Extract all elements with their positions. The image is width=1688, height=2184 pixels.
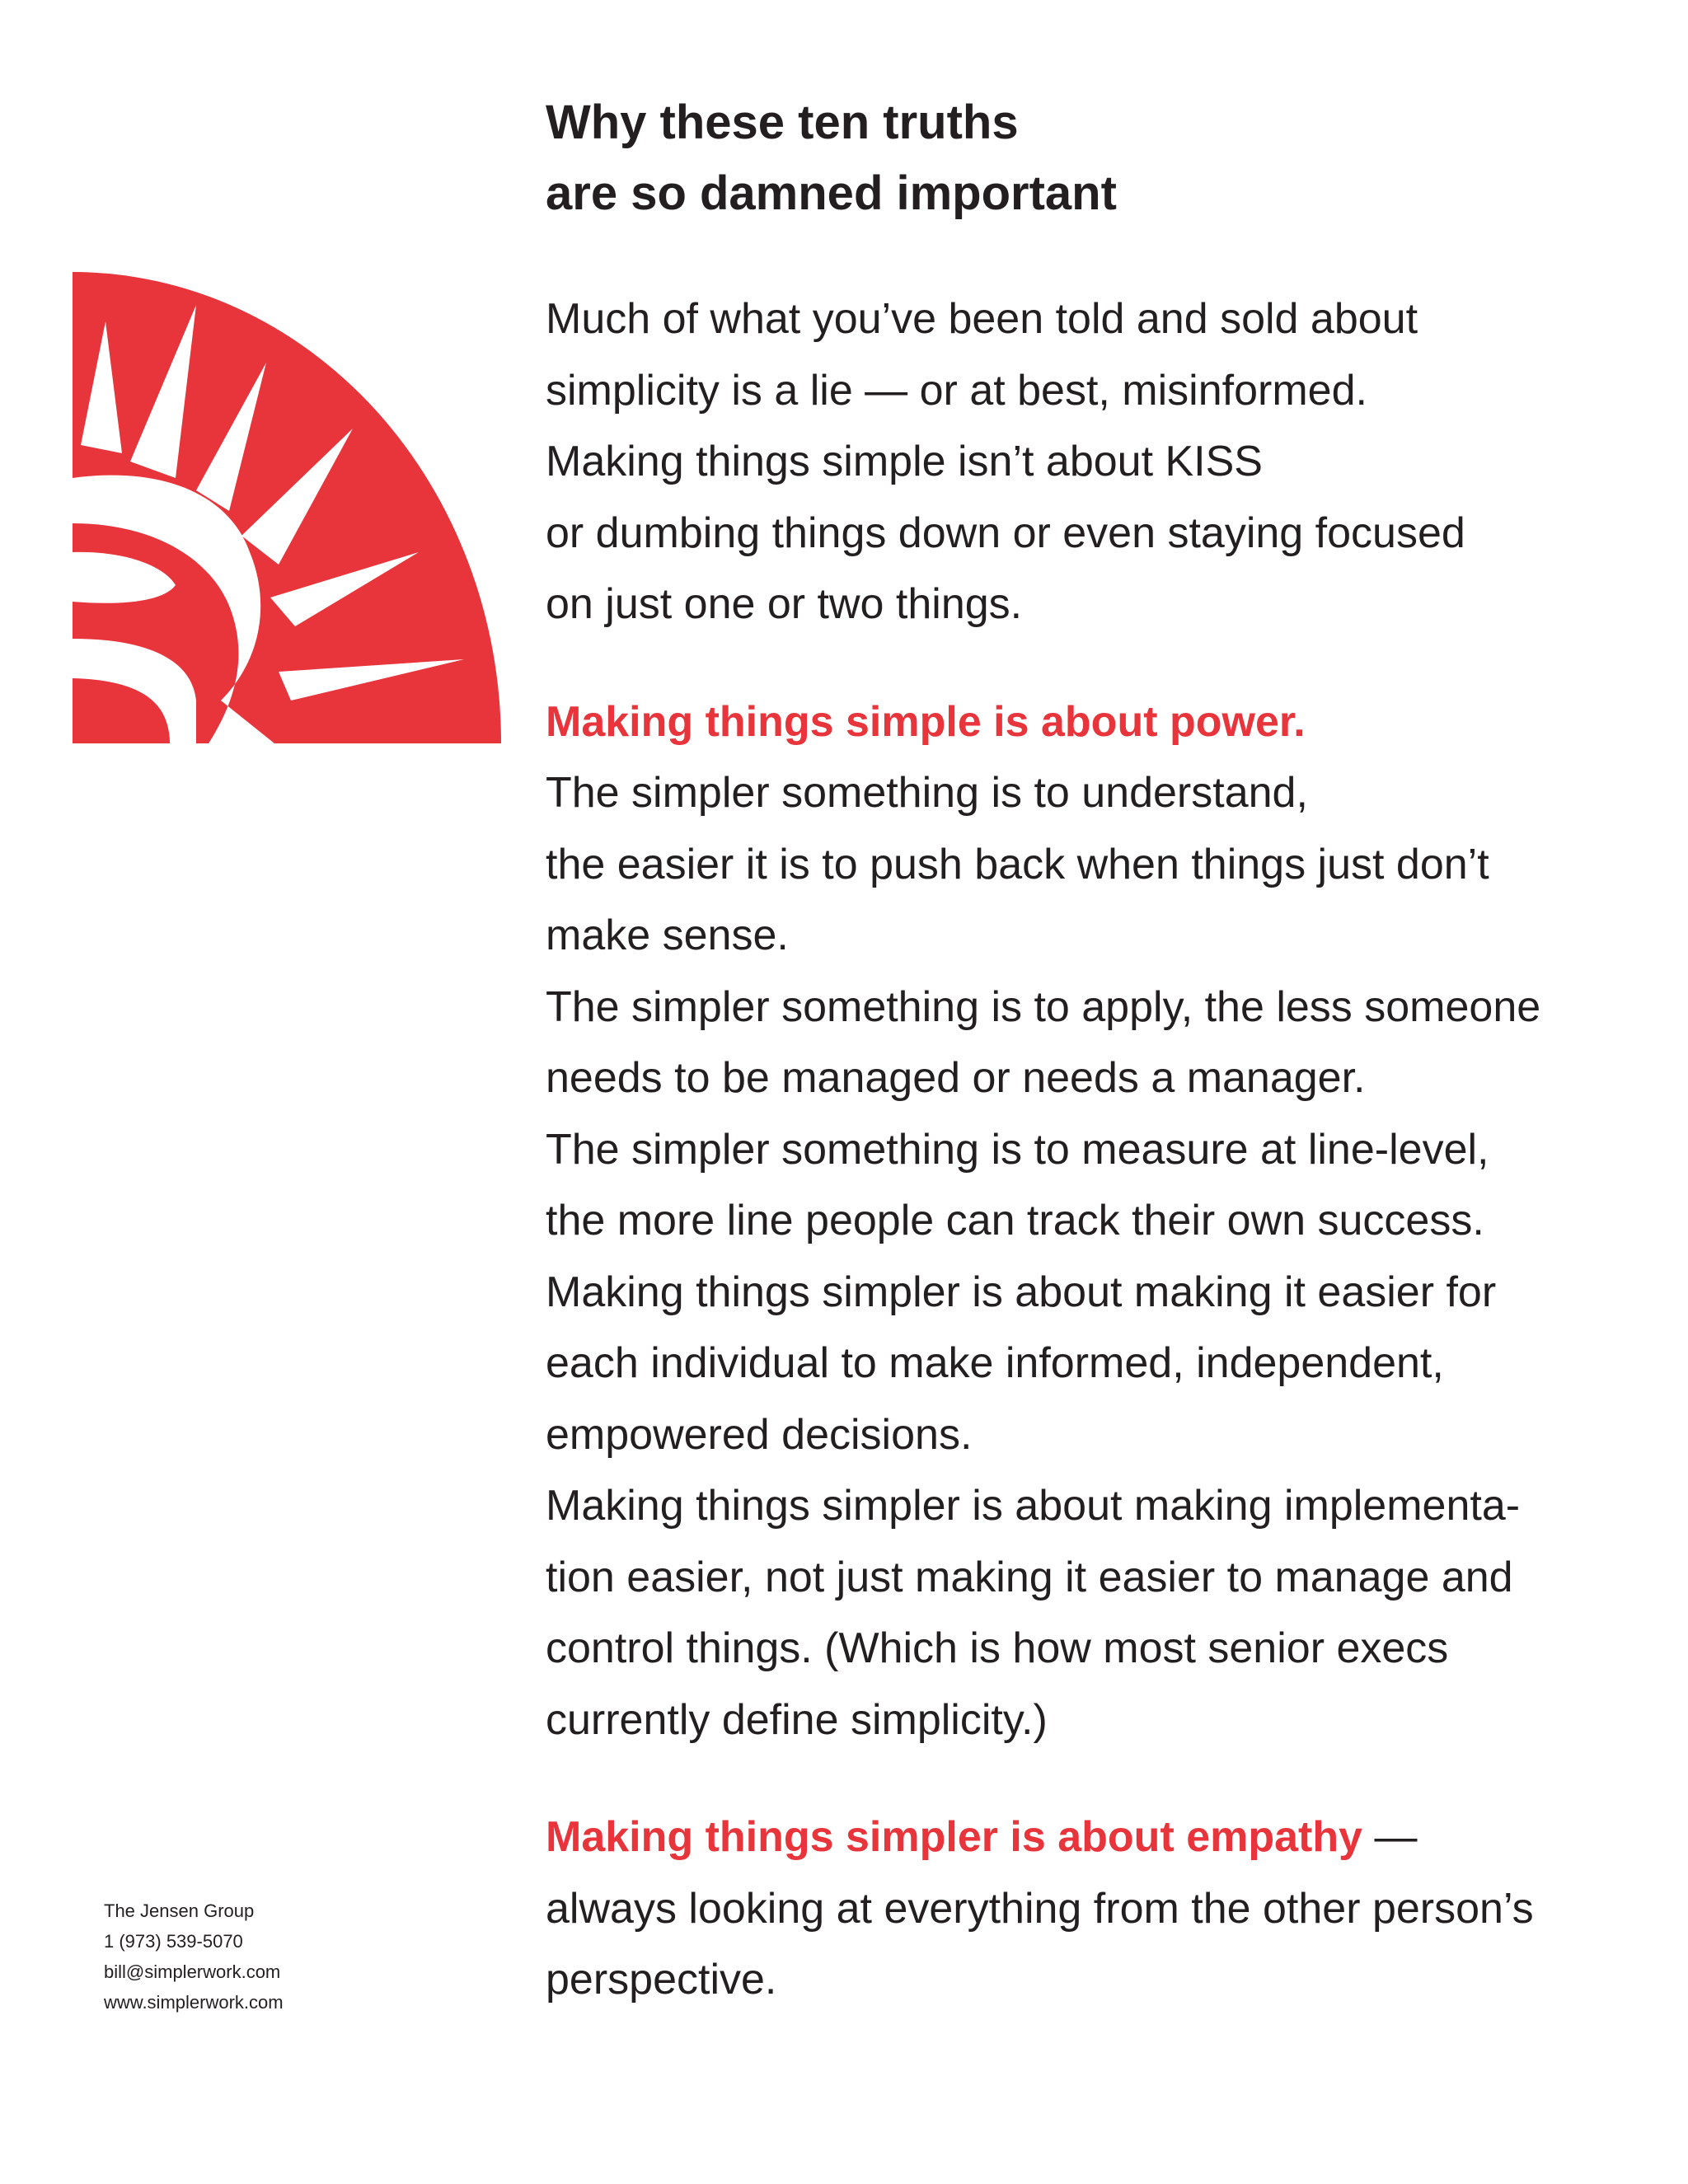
main-content: [546, 87, 1617, 2016]
power-line: tion easier, not just making it easier to manage and: [546, 1553, 1513, 1601]
empathy-line: perspective.: [546, 1956, 777, 2004]
website-url: www.simplerwork.com: [104, 1992, 284, 2013]
sunburst-logo-icon: [73, 272, 501, 743]
empathy-headline-row: [546, 1802, 1617, 1873]
page-title: [546, 87, 1617, 229]
power-line: Making things simpler is about making it easier for: [546, 1268, 1497, 1316]
title-line-1: Why these ten truths: [546, 96, 1019, 149]
intro-line: Making things simple isn’t about KISS: [546, 438, 1263, 485]
power-line: Making things simpler is about making implementa-: [546, 1482, 1521, 1530]
intro-line: or dumbing things down or even staying focused: [546, 509, 1465, 557]
power-line: The simpler something is to apply, the less someone: [546, 982, 1541, 1031]
power-section: [546, 687, 1617, 1756]
power-headline: Making things simple is about power.: [546, 697, 1306, 746]
intro-line: simplicity is a lie — or at best, misinformed.: [546, 366, 1367, 415]
title-line-2: are so damned important: [546, 166, 1117, 220]
email-address: bill@simplerwork.com: [104, 1961, 281, 1982]
empathy-section: [546, 1802, 1617, 2016]
power-line: make sense.: [546, 912, 789, 959]
company-name: The Jensen Group: [104, 1900, 255, 1921]
power-line: each individual to make informed, independent,: [546, 1339, 1444, 1387]
intro-line: on just one or two things.: [546, 580, 1023, 628]
phone-number: 1 (973) 539-5070: [104, 1931, 243, 1952]
power-line: needs to be managed or needs a manager.: [546, 1054, 1366, 1102]
power-line: control things. (Which is how most senior execs: [546, 1624, 1449, 1672]
empathy-dash: —: [1362, 1813, 1418, 1861]
power-line: currently define simplicity.): [546, 1695, 1048, 1744]
intro-paragraph: [546, 284, 1617, 640]
power-line: the more line people can track their own success.: [546, 1197, 1484, 1244]
empathy-headline: Making things simpler is about empathy: [546, 1813, 1363, 1861]
power-line: empowered decisions.: [546, 1410, 973, 1459]
power-line: The simpler something is to understand,: [546, 769, 1308, 817]
power-line: The simpler something is to measure at line-level,: [546, 1125, 1489, 1174]
power-line: the easier it is to push back when things just don’t: [546, 840, 1489, 888]
intro-line: Much of what you’ve been told and sold about: [546, 295, 1418, 343]
empathy-line: always looking at everything from the other person’s: [546, 1884, 1534, 1933]
contact-info: [104, 1896, 284, 2018]
